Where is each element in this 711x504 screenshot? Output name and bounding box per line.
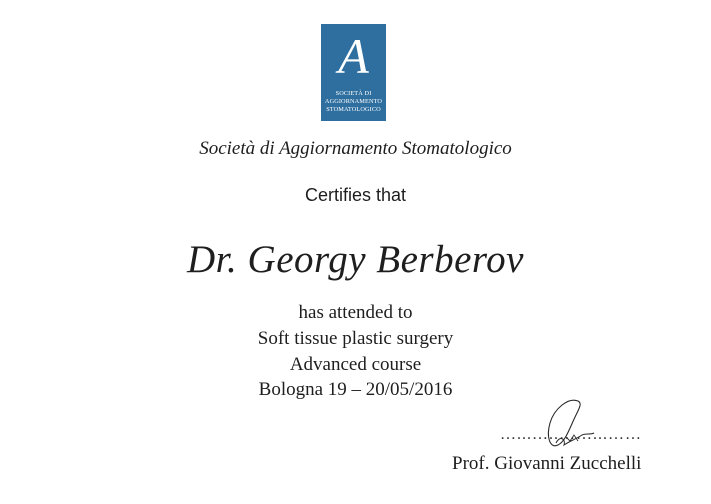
course-level: Advanced course [289,354,422,375]
recipient-name: Dr. Georgy Berberov [187,238,524,281]
logo-line-1: SOCIETÀ DI [335,90,372,97]
attended-text: has attended to [298,302,413,323]
signer-name: Prof. Giovanni Zucchelli [452,453,642,474]
logo-letter: A [338,28,369,84]
society-logo [321,24,386,121]
certifies-text: Certifies that [304,185,407,205]
logo-line-2: AGGIORNAMENTO [324,98,383,105]
society-name: Società di Aggiornamento Stomatologico [199,138,512,159]
place-and-date: Bologna 19 – 20/05/2016 [258,379,453,400]
handwritten-signature [520,395,600,455]
course-title: Soft tissue plastic surgery [257,328,454,349]
logo-line-3: STOMATOLOGICO [326,106,381,113]
signature-line: …...…..……...…… [500,427,642,443]
